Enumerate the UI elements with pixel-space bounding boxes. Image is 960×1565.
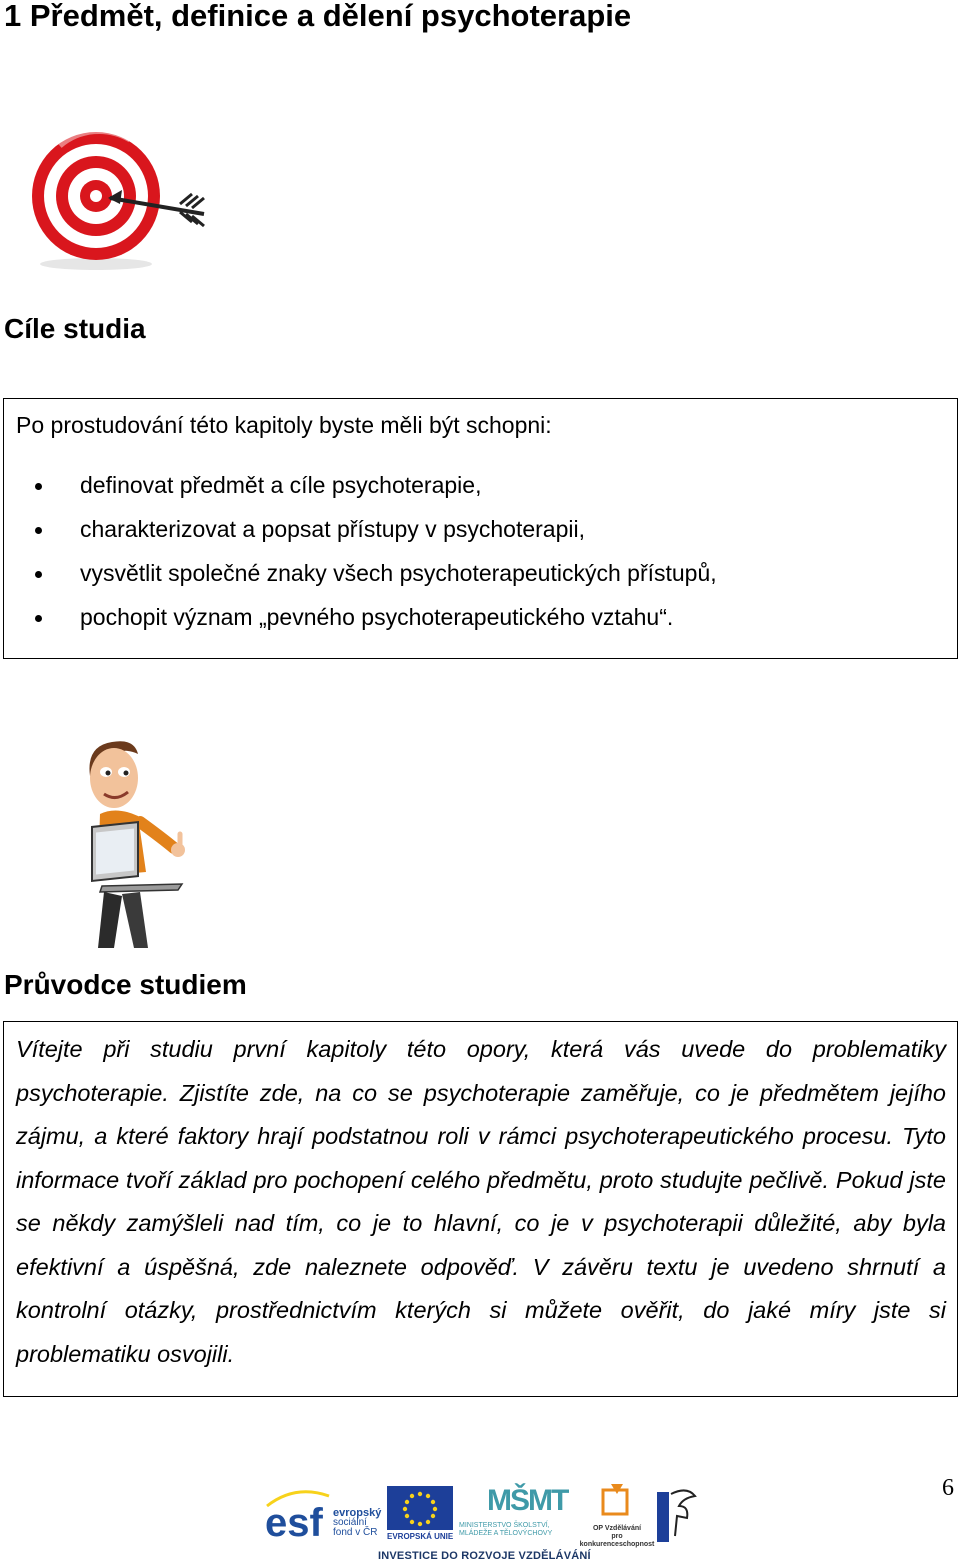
guide-text [16, 1028, 946, 1376]
msmt-line2: MLÁDEŽE A TĚLOVÝCHOVY [459, 1530, 553, 1537]
goals-box [3, 398, 958, 659]
op-logo [579, 1484, 655, 1548]
guide-title: Průvodce studiem [4, 969, 247, 1000]
footer-caption: INVESTICE DO ROZVOJE VZDĚLÁVÁNÍ [378, 1550, 591, 1562]
msmt-mark: MŠMT [487, 1484, 568, 1517]
footer-logos [265, 1484, 701, 1564]
list-item: vysvětlit společné znaky všech psychoterapeutických přístupů, [16, 556, 717, 600]
bullet-icon [35, 527, 42, 534]
bullet-icon [35, 615, 42, 622]
msmt-logo [459, 1484, 577, 1544]
esf-line3: fond v ČR [333, 1527, 378, 1538]
list-item: definovat předmět a cíle psychoterapie, [16, 468, 717, 512]
goals-title: Cíle studia [4, 313, 146, 344]
esf-logo [265, 1486, 383, 1540]
page-heading: 1 Předmět, definice a dělení psychoterapie [4, 0, 632, 33]
guide-box [3, 1021, 958, 1397]
goals-list [16, 468, 717, 644]
goals-intro: Po prostudování této kapitoly byste měli být schopni: [16, 412, 552, 438]
eu-label: EVROPSKÁ UNIE [387, 1532, 454, 1541]
target-arrow-icon [30, 126, 210, 276]
op-line2: pro konkurenceschopnost [579, 1533, 655, 1548]
bullet-icon [35, 483, 42, 490]
svg-text:esf: esf [265, 1501, 323, 1540]
eu-flag-icon [387, 1486, 453, 1530]
eu-logo [387, 1486, 455, 1544]
guide-character-icon [82, 736, 192, 948]
op-line1: OP Vzdělávání [592, 1525, 642, 1532]
esf-line2: sociální [333, 1517, 367, 1528]
msmt-line1: MINISTERSTVO ŠKOLSTVÍ, [459, 1522, 550, 1529]
list-item: charakterizovat a popsat přístupy v psychoterapii, [16, 512, 717, 556]
guide-paragraph: Vítejte při studiu první kapitoly této opory, která vás uvede do problematiky psychoterapie. Zjistíte zde, na co se psychoterapie zaměřuje, co je předmětem jejího zájmu, a které faktory hrají podstatnou roli v rámci psychoterapeutického procesu. Tyto informace tvoří základ pro pochopení celého předmětu, proto studujte pečlivě. Pokud jste se někdy zamýšleli nad tím, co je to hlavní, co je v psychoterapii důležité, aby byla efektivní a úspěšná, zde naleznete odpověď. V závěru textu je uvedeno shrnutí a kontrolní otázky, prostřednictvím kterých si můžete ověřit, do jaké míry jste si problematiku osvojili. [16, 1036, 946, 1367]
bullet-icon [35, 571, 42, 578]
esf-line1: evropský [333, 1507, 382, 1519]
university-logo-icon [657, 1486, 697, 1542]
list-item: pochopit význam „pevného psychoterapeutického vztahu“. [16, 600, 717, 644]
page-number: 6 [942, 1475, 954, 1501]
